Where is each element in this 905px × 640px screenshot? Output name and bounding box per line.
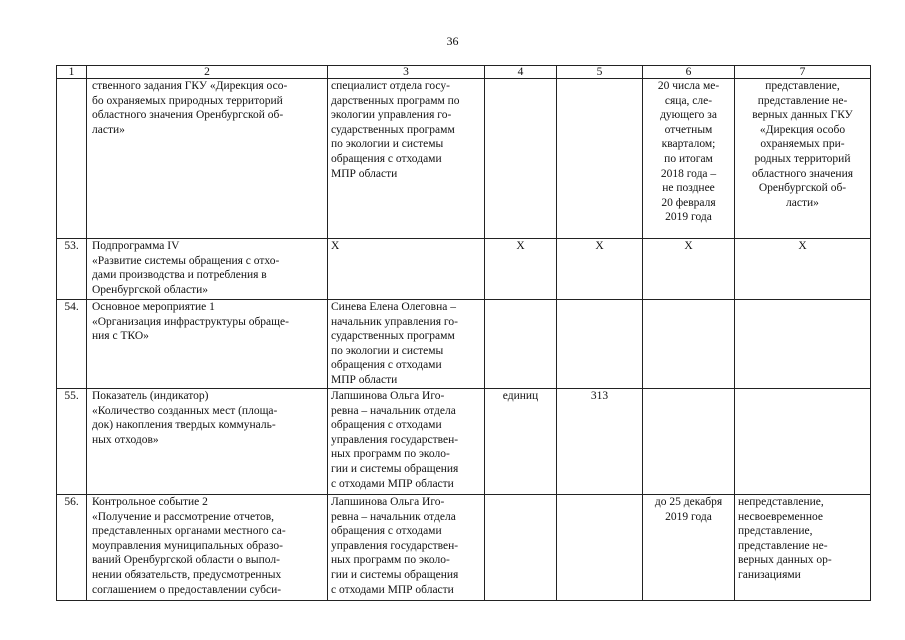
row-unit [485, 79, 557, 239]
row-number: 55. [57, 389, 87, 495]
column-header: 7 [735, 66, 871, 79]
column-header: 6 [643, 66, 735, 79]
table-row [57, 495, 871, 601]
row-deadline [643, 389, 735, 495]
row-name: Подпрограмма IV «Развитие системы обращения с отхо- дами производства и потребления в Оренбургской области» [87, 239, 328, 300]
row-value [557, 300, 643, 389]
row-unit [485, 300, 557, 389]
row-number [57, 79, 87, 239]
column-header: 2 [87, 66, 328, 79]
row-name: Контрольное событие 2 «Получение и рассмотрение отчетов, представленных органами местного са- моуправления муниципальных образо- ваний Оренбургской области о выпол- нении обязательств, предусмотренных соглашением о предоставлении субси- [87, 495, 328, 601]
table-row [57, 389, 871, 495]
page-number: 36 [446, 34, 459, 48]
row-number: 53. [57, 239, 87, 300]
column-header: 5 [557, 66, 643, 79]
row-responsible: X [328, 239, 485, 300]
row-report: представление, представление не- верных данных ГКУ «Дирекция особо охраняемых при- родных территорий областного значения Оренбургской об- ласти» [735, 79, 871, 239]
row-responsible: Лапшинова Ольга Иго- ревна – начальник отдела обращения с отходами управления государствен- ных программ по эколо- гии и системы обращения с отходами МПР области [328, 389, 485, 495]
row-responsible: Лапшинова Ольга Иго- ревна – начальник отдела обращения с отходами управления государствен- ных программ по эколо- гии и системы обращения с отходами МПР области [328, 495, 485, 601]
column-header: 1 [57, 66, 87, 79]
row-value: 313 [557, 389, 643, 495]
row-unit: X [485, 239, 557, 300]
table-row [57, 239, 871, 300]
row-report [735, 389, 871, 495]
column-header: 3 [328, 66, 485, 79]
row-name: ственного задания ГКУ «Дирекция осо- бо охраняемых природных территорий областного значения Оренбургской об- ласти» [87, 79, 328, 239]
row-name: Показатель (индикатор) «Количество созданных мест (площа- док) накопления твердых коммуналь- ных отходов» [87, 389, 328, 495]
row-deadline [643, 300, 735, 389]
column-header: 4 [485, 66, 557, 79]
row-number: 54. [57, 300, 87, 389]
row-value: X [557, 239, 643, 300]
row-responsible: специалист отдела госу- дарственных программ по экологии управления го- сударственных программ по экологии и системы обращения с отходами МПР области [328, 79, 485, 239]
row-deadline: 20 числа ме- сяца, сле- дующего за отчетным кварталом; по итогам 2018 года – не позднее 20 февраля 2019 года [643, 79, 735, 239]
row-name: Основное мероприятие 1 «Организация инфраструктуры обраще- ния с ТКО» [87, 300, 328, 389]
row-report: X [735, 239, 871, 300]
row-unit: единиц [485, 389, 557, 495]
row-value [557, 79, 643, 239]
row-number: 56. [57, 495, 87, 601]
row-report [735, 300, 871, 389]
table-row [57, 300, 871, 389]
row-deadline: X [643, 239, 735, 300]
table-row [57, 79, 871, 239]
table-header-row [57, 66, 871, 79]
row-value [557, 495, 643, 601]
document-table [56, 65, 871, 601]
row-report: непредставление, несвоевременное представление, представление не- верных данных ор- ганизациями [735, 495, 871, 601]
row-responsible: Синева Елена Олеговна – начальник управления го- сударственных программ по экологии и системы обращения с отходами МПР области [328, 300, 485, 389]
row-deadline: до 25 декабря 2019 года [643, 495, 735, 601]
row-unit [485, 495, 557, 601]
